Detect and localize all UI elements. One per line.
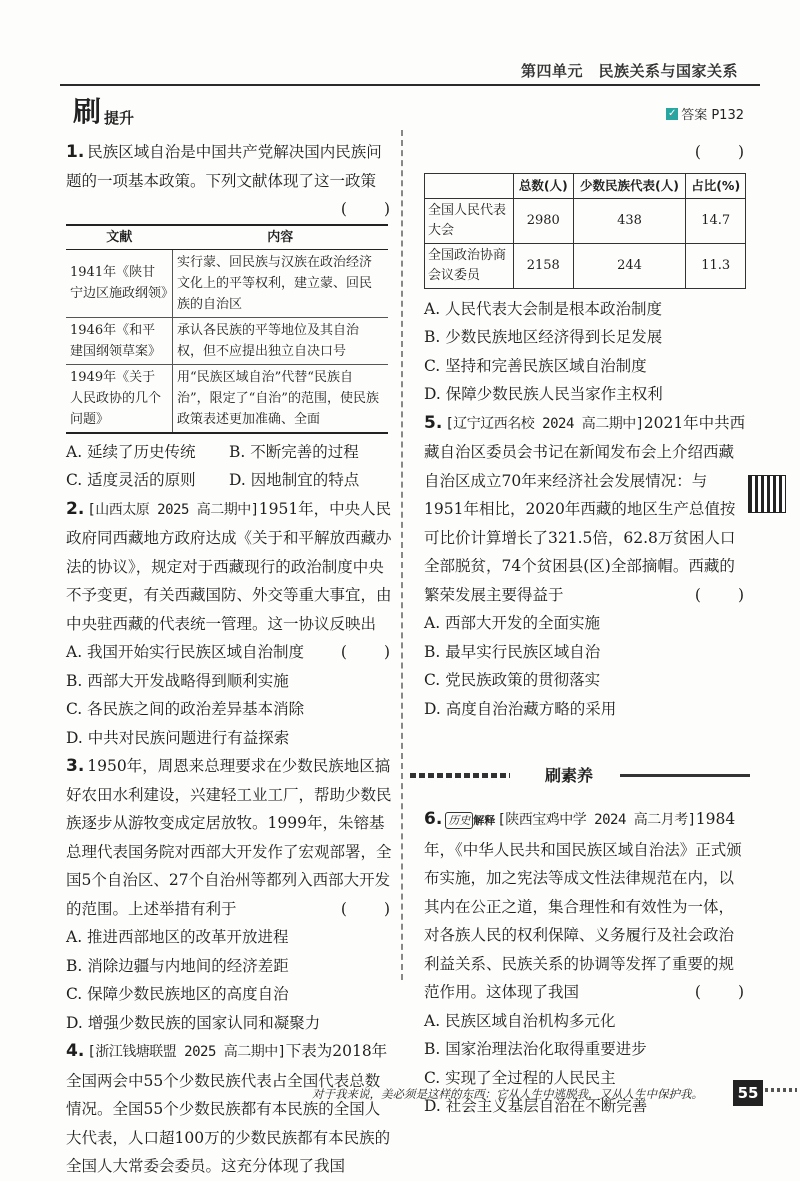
table-cell-doc: 1946年《和平建国纲领草案》: [66, 317, 173, 364]
page-header: [0, 0, 800, 88]
question-source: [辽宁辽西名校 2024 高二期中]: [445, 415, 644, 432]
table-row: [425, 243, 746, 288]
option-d[interactable]: D. 社会主义基层自治在不断完善: [424, 1097, 648, 1115]
explanation-tag: 解释: [473, 814, 496, 827]
option-b[interactable]: B. 国家治理法治化取得重要进步: [424, 1040, 647, 1058]
right-column-lower: [424, 805, 746, 1121]
question-number: 3.: [66, 756, 85, 776]
option-a[interactable]: A. 民族区域自治机构多元化: [424, 1011, 616, 1030]
option-c[interactable]: C. 各民族之间的政治差异基本消除: [66, 700, 305, 718]
column-divider: [401, 130, 403, 980]
option-c[interactable]: C. 保障少数民族地区的高度自治: [66, 985, 289, 1003]
option-a[interactable]: A. 推进西部地区的改革开放进程: [66, 928, 289, 946]
footer-quote: 对于我来说，美必须是这样的东西：它从人生中逃脱我，又从人生中保护我。: [312, 1087, 703, 1101]
cell-minority: 244: [573, 243, 686, 288]
unit-title: 第四单元 民族关系与国家关系: [520, 62, 738, 80]
option-c[interactable]: C. 坚持和完善民族区域自治制度: [424, 356, 647, 375]
table-row: [66, 317, 388, 364]
qr-code-icon[interactable]: [748, 475, 786, 513]
question-stem: 1984年，《中华人民共和国民族区域自治法》正式颁布实施，加之宪法等成文性法律规范在内，以其内在公正之道，集合理性和有效性为一体，对各族人民的权利保障、义务履行及社会政治利益关系、民族关系的协调等发挥了重要的规范作用。这体现了我国: [424, 810, 742, 1001]
question-number: 5.: [424, 412, 443, 433]
question-3: [66, 752, 392, 1037]
cell-total: 2158: [514, 243, 574, 288]
table-header: 内容: [173, 225, 389, 250]
section-brand: [72, 96, 134, 128]
section-header: [410, 763, 750, 789]
answer-blank: ( ): [694, 143, 746, 161]
table-header-row: [425, 173, 746, 198]
answer-blank: ( ): [340, 200, 392, 218]
brand-logo: 刷: [72, 95, 101, 128]
option-d[interactable]: D. 高度自治治藏方略的采用: [424, 699, 617, 718]
check-icon: ✓: [668, 107, 677, 119]
question-5: [424, 409, 746, 724]
question-6: [424, 805, 746, 1121]
cell-ratio: 14.7: [686, 198, 746, 243]
question-number: 6.: [424, 809, 443, 829]
cell-ratio: 11.3: [686, 243, 746, 288]
question-2: [66, 495, 392, 753]
table-header: 总数(人): [514, 173, 574, 198]
page-footer: [0, 1078, 800, 1118]
table-header: 少数民族代表(人): [573, 173, 686, 198]
question-4-continued: [424, 138, 746, 409]
question-stem: 2021年中共西藏自治区委员会书记在新闻发布会上介绍西藏自治区成立70年来经济社会发展情况：与1951年相比，2020年西藏的地区生产总值按可比价计算增长了321.5倍，62.8万贫困人口全部脱贫，74个贫困县(区)全部摘帽。西藏的繁荣发展主要得益于: [424, 413, 746, 604]
table-header-row: [66, 225, 388, 250]
question-number: 1.: [66, 142, 85, 162]
option-b[interactable]: B. 消除边疆与内地间的经济差距: [66, 956, 289, 975]
option-d[interactable]: D. 保障少数民族人民当家作主权利: [424, 385, 663, 403]
answer-blank: ( ): [340, 643, 392, 661]
table-cell-doc: 1941年《陕甘宁边区施政纲领》: [66, 249, 173, 317]
table-cell-content: 用“民族区域自治”代替“民族自治”，限定了“自治”的范围，使民族政策表述更加准确、全面: [173, 364, 389, 433]
history-tag: 历史: [445, 812, 473, 829]
table-header: 占比(%): [686, 173, 746, 198]
cell-total: 2980: [514, 198, 574, 243]
option-c[interactable]: C. 实现了全过程的人民民主: [424, 1068, 616, 1087]
table-row: [66, 249, 388, 317]
question-source: [山西太原 2025 高二期中]: [87, 501, 259, 518]
table-row: [66, 364, 388, 433]
option-a[interactable]: A. 人民代表大会制是根本政治制度: [424, 299, 663, 318]
table-row: [425, 198, 746, 243]
option-d[interactable]: D. 中共对民族问题进行有益探索: [66, 728, 290, 747]
question-stem: 下表为2018年全国两会中55个少数民族代表占全国代表总数情况。全国55个少数民族都有本民族的全国人大代表，人口超100万的少数民族都有本民族的全国人大常委会委员。这充分体现了我国: [66, 1042, 391, 1175]
option-c[interactable]: C. 适度灵活的原则: [66, 471, 196, 489]
question-stem: 民族区域自治是中国共产党解决国内民族问题的一项基本政策。下列文献体现了这一政策: [66, 143, 382, 190]
option-b[interactable]: B. 西部大开发战略得到顺利实施: [66, 671, 289, 690]
left-column: [66, 138, 392, 1181]
question-number: 2.: [66, 498, 85, 519]
header-rule: [60, 84, 760, 86]
answer-blank: ( ): [694, 585, 746, 604]
option-a[interactable]: A. 我国开始实行民族区域自治制度: [66, 643, 305, 661]
table-cell-content: 实行蒙、回民族与汉族在政治经济文化上的平等权利，建立蒙、回民族的自治区: [173, 249, 389, 317]
section-rule: [620, 774, 750, 777]
cell-minority: 438: [573, 198, 686, 243]
table-cell-doc: 1949年《关于人民政协的几个问题》: [66, 364, 173, 433]
brand-subtitle: 提升: [104, 109, 135, 127]
option-d[interactable]: D. 因地制宜的特点: [229, 471, 360, 489]
table-header: [425, 173, 514, 198]
option-b[interactable]: B. 最早实行民族区域自治: [424, 642, 601, 661]
table-header: 文献: [66, 225, 173, 250]
answer-reference: [666, 104, 744, 123]
question-stem: 1951年，中央人民政府同西藏地方政府达成《关于和平解放西藏办法的协议》，规定对于西藏现行的政治制度中央不予变更，有关西藏国防、外交等重大事宜，由中央驻西藏的代表统一管理。这一协议反映出: [66, 499, 392, 633]
option-d[interactable]: D. 增强少数民族的国家认同和凝聚力: [66, 1013, 321, 1032]
table-cell-content: 承认各民族的平等地位及其自治权，但不应提出独立自决口号: [173, 317, 389, 364]
answer-page: 答案 P132: [681, 108, 744, 123]
question-number: 4.: [66, 1041, 85, 1061]
document-table: [66, 224, 388, 434]
section-bar-decoration: [410, 773, 510, 778]
footer-dots: [765, 1088, 797, 1092]
question-source: [陕西宝鸡中学 2024 高二月考]: [497, 812, 696, 828]
option-a[interactable]: A. 西部大开发的全面实施: [424, 614, 601, 632]
option-b[interactable]: B. 少数民族地区经济得到长足发展: [424, 328, 663, 346]
row-label: 全国政治协商会议委员: [425, 243, 514, 288]
option-c[interactable]: C. 党民族政策的贯彻落实: [424, 671, 601, 689]
row-label: 全国人民代表大会: [425, 198, 514, 243]
right-column: [424, 138, 746, 723]
section-title: 刷素养: [545, 766, 594, 785]
question-1: [66, 138, 392, 495]
option-a[interactable]: A. 延续了历史传统: [66, 442, 196, 461]
page-number: 55: [733, 1080, 763, 1106]
question-source: [浙江钱塘联盟 2025 高二期中]: [87, 1044, 286, 1060]
question-stem: 1950年，周恩来总理要求在少数民族地区搞好农田水利建设，兴建轻工业工厂，帮助少数民族逐步从游牧变成定居放牧。1999年，朱镕基总理代表国务院对西部大开发作了宏观部署，全国5个自治区、27个自治州等都列入西部大开发的范围。上述举措有利于: [66, 757, 392, 918]
delegates-table: [424, 173, 746, 289]
option-b[interactable]: B. 不断完善的过程: [229, 442, 359, 461]
answer-blank: ( ): [340, 899, 392, 918]
answer-blank: ( ): [694, 983, 746, 1001]
